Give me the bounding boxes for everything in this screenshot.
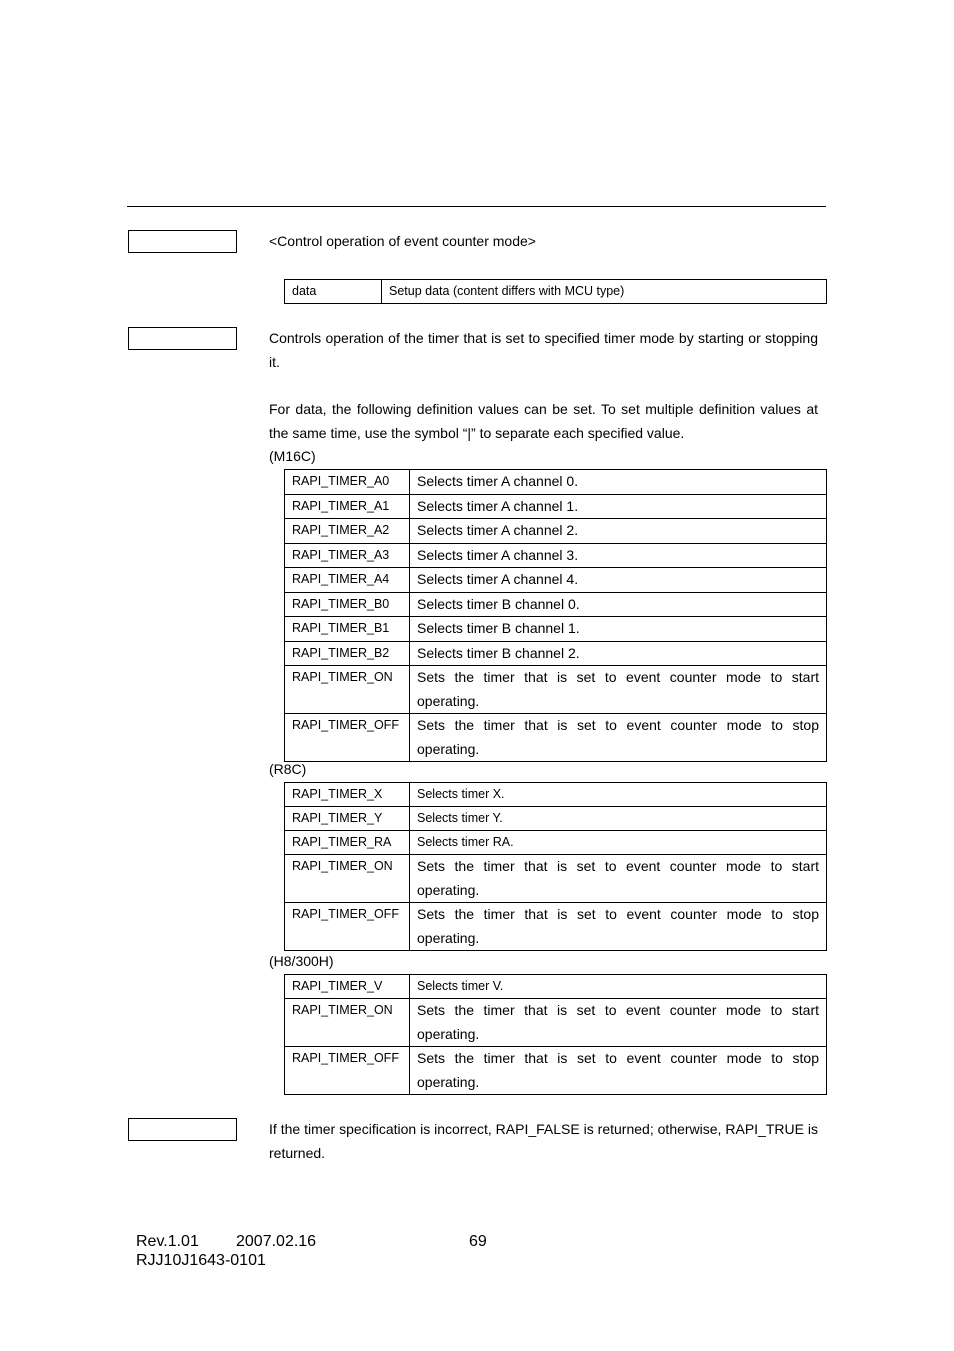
definition-desc: Selects timer A channel 4. <box>410 568 827 593</box>
definition-name: RAPI_TIMER_ON <box>285 999 410 1047</box>
footer-doc-id: RJJ10J1643-0101 <box>136 1252 266 1269</box>
definition-name: RAPI_TIMER_OFF <box>285 1047 410 1095</box>
definition-desc: Sets the timer that is set to event counter mode to stop operating. <box>410 1047 827 1095</box>
definition-name: RAPI_TIMER_RA <box>285 831 410 855</box>
table-row <box>285 975 827 999</box>
definition-desc: Selects timer A channel 0. <box>410 470 827 495</box>
table-row <box>285 666 827 714</box>
definition-desc: Sets the timer that is set to event counter mode to start operating. <box>410 855 827 903</box>
table-row <box>285 592 827 617</box>
return-label-box <box>128 1118 237 1141</box>
definition-desc: Selects timer X. <box>410 783 827 807</box>
page-number: 69 <box>469 1233 487 1250</box>
definition-name: RAPI_TIMER_A1 <box>285 494 410 519</box>
definition-name: RAPI_TIMER_A3 <box>285 543 410 568</box>
definition-desc: Selects timer B channel 1. <box>410 617 827 642</box>
definition-name: RAPI_TIMER_B2 <box>285 641 410 666</box>
format-label-box <box>128 230 237 253</box>
header-rule <box>127 206 826 207</box>
table-row <box>285 617 827 642</box>
definition-name: RAPI_TIMER_Y <box>285 807 410 831</box>
definition-desc: Selects timer RA. <box>410 831 827 855</box>
definition-table-r8c <box>284 782 827 951</box>
footer-date: 2007.02.16 <box>236 1233 317 1250</box>
return-value-text: If the timer specification is incorrect, RAPI_FALSE is returned; otherwise, RAPI_TRUE is returned. <box>269 1121 818 1161</box>
table-row <box>285 519 827 544</box>
definition-name: RAPI_TIMER_A0 <box>285 470 410 495</box>
format-title: <Control operation of event counter mode> <box>269 233 536 249</box>
parameter-table <box>284 279 827 304</box>
table-row <box>285 280 827 304</box>
definition-name: RAPI_TIMER_X <box>285 783 410 807</box>
table-row <box>285 1047 827 1095</box>
table-row <box>285 855 827 903</box>
description-label-box <box>128 327 237 350</box>
description-para-1: Controls operation of the timer that is set to specified timer mode by starting or stopping it. <box>269 330 818 370</box>
definition-desc: Sets the timer that is set to event counter mode to stop operating. <box>410 714 827 762</box>
table-row <box>285 543 827 568</box>
table-row <box>285 903 827 951</box>
definition-desc: Selects timer V. <box>410 975 827 999</box>
definition-name: RAPI_TIMER_A4 <box>285 568 410 593</box>
definition-table-m16c <box>284 469 827 762</box>
definition-desc: Selects timer Y. <box>410 807 827 831</box>
definition-table-h8-300h <box>284 974 827 1095</box>
definition-name: RAPI_TIMER_ON <box>285 666 410 714</box>
param-desc: Setup data (content differs with MCU type) <box>382 280 827 304</box>
definition-name: RAPI_TIMER_B1 <box>285 617 410 642</box>
definition-desc: Selects timer B channel 0. <box>410 592 827 617</box>
table-row <box>285 470 827 495</box>
definition-desc: Selects timer A channel 3. <box>410 543 827 568</box>
definition-name: RAPI_TIMER_A2 <box>285 519 410 544</box>
definition-name: RAPI_TIMER_B0 <box>285 592 410 617</box>
group-label-h8-300h: (H8/300H) <box>269 953 334 969</box>
description-para-2: For data, the following definition values can be set. To set multiple definition values at the same time, use the symbol “|” to separate each specified value. <box>269 401 818 441</box>
definition-desc: Sets the timer that is set to event counter mode to start operating. <box>410 999 827 1047</box>
table-row <box>285 831 827 855</box>
footer-revision: Rev.1.01 <box>136 1233 199 1250</box>
table-row <box>285 714 827 762</box>
group-label-m16c: (M16C) <box>269 448 316 464</box>
table-row <box>285 807 827 831</box>
definition-name: RAPI_TIMER_V <box>285 975 410 999</box>
definition-desc: Selects timer B channel 2. <box>410 641 827 666</box>
group-label-r8c: (R8C) <box>269 761 307 777</box>
definition-name: RAPI_TIMER_OFF <box>285 714 410 762</box>
param-name: data <box>285 280 382 304</box>
table-row <box>285 568 827 593</box>
definition-desc: Selects timer A channel 1. <box>410 494 827 519</box>
table-row <box>285 999 827 1047</box>
definition-desc: Sets the timer that is set to event counter mode to stop operating. <box>410 903 827 951</box>
definition-name: RAPI_TIMER_ON <box>285 855 410 903</box>
definition-desc: Sets the timer that is set to event counter mode to start operating. <box>410 666 827 714</box>
definition-desc: Selects timer A channel 2. <box>410 519 827 544</box>
table-row <box>285 783 827 807</box>
table-row <box>285 494 827 519</box>
table-row <box>285 641 827 666</box>
definition-name: RAPI_TIMER_OFF <box>285 903 410 951</box>
